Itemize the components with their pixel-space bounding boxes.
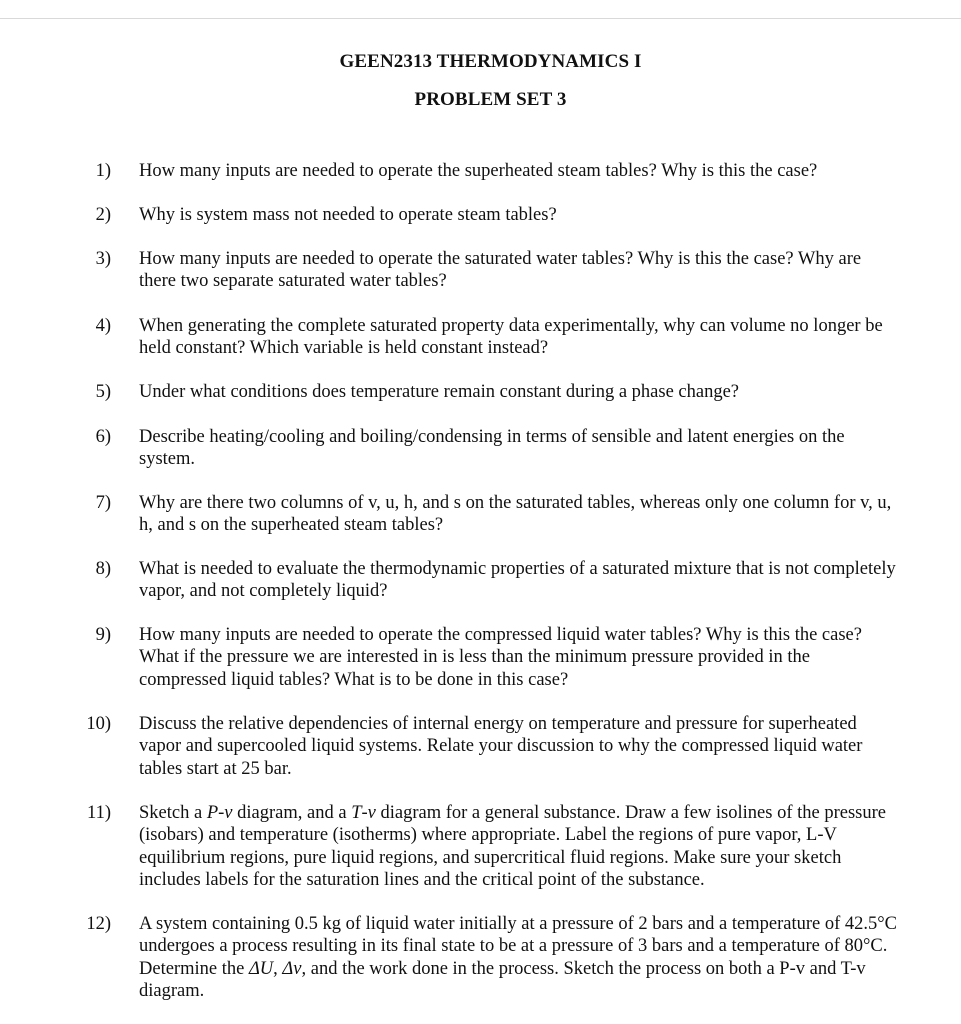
question-number: 6) (95, 427, 111, 447)
question-number: 2) (95, 205, 111, 225)
question-text: When generating the complete saturated property data experimentally, why can volume no longer be held constant? Which variable is held constant instead? (139, 316, 883, 359)
question-text: What is needed to evaluate the thermodynamic properties of a saturated mixture that is not completely vapor, and not completely liquid? (139, 559, 896, 602)
course-title: GEEN2313 THERMODYNAMICS I (339, 51, 642, 72)
variable-p: P (206, 803, 219, 823)
variable-delta-u: ΔU (248, 958, 274, 979)
question-text: Describe heating/cooling and boiling/condensing in terms of sensible and latent energies on the system. (139, 427, 845, 470)
variable-delta-v: Δv (282, 958, 302, 979)
question-number: 1) (95, 161, 111, 181)
variable-v: v (367, 803, 376, 823)
question-text: How many inputs are needed to operate the superheated steam tables? Why is this the case? (139, 161, 818, 181)
question-number: 3) (95, 249, 111, 269)
question-number: 10) (86, 714, 111, 734)
question-number: 7) (95, 493, 111, 513)
question-text: How many inputs are needed to operate the saturated water tables? Why is this the case? Why are there two separate saturated water tables? (139, 249, 862, 292)
problem-set-title: PROBLEM SET 3 (414, 89, 567, 110)
variable-t: T (351, 803, 362, 823)
question-number: 9) (95, 625, 111, 645)
question-number: 5) (95, 382, 111, 402)
question-text: Discuss the relative dependencies of internal energy on temperature and pressure for superheated vapor and supercooled liquid systems. Relate your discussion to why the compressed liquid water tables start at 25 bar. (139, 714, 863, 779)
page-top-border (0, 0, 961, 19)
question-number: 12) (86, 914, 111, 934)
question-text: A system containing 0.5 kg of liquid water initially at a pressure of 2 bars and a temperature of 42.5°C undergoes a process resulting in its final state to be at a pressure of 3 bars and a temperature of 80°C. Determine the ΔU, Δv, and the work done in the process. Sketch the process on both a P-v and T-v diagram. (139, 914, 898, 1001)
question-text: Why is system mass not needed to operate steam tables? (139, 205, 557, 225)
question-text: Under what conditions does temperature remain constant during a phase change? (139, 382, 740, 402)
question-number: 8) (95, 559, 111, 579)
variable-v: v (224, 803, 233, 823)
question-number: 4) (95, 316, 111, 336)
question-text: How many inputs are needed to operate the compressed liquid water tables? Why is this the case? What if the pressure we are interested in is less than the minimum pressure provided in the compressed liquid tables? What is to be done in this case? (139, 625, 862, 690)
question-text: Why are there two columns of v, u, h, and s on the saturated tables, whereas only one column for v, u, h, and s on the superheated steam tables? (139, 493, 892, 536)
question-text: Sketch a P-v diagram, and a T-v diagram for a general substance. Draw a few isolines of the pressure (isobars) and temperature (isotherms) where appropriate. Label the regions of pure vapor, L-V equilibrium regions, pure liquid regions, and supercritical fluid regions. Make sure your sketch includes labels for the saturation lines and the critical point of the substance. (139, 803, 886, 890)
question-number: 11) (87, 803, 111, 823)
